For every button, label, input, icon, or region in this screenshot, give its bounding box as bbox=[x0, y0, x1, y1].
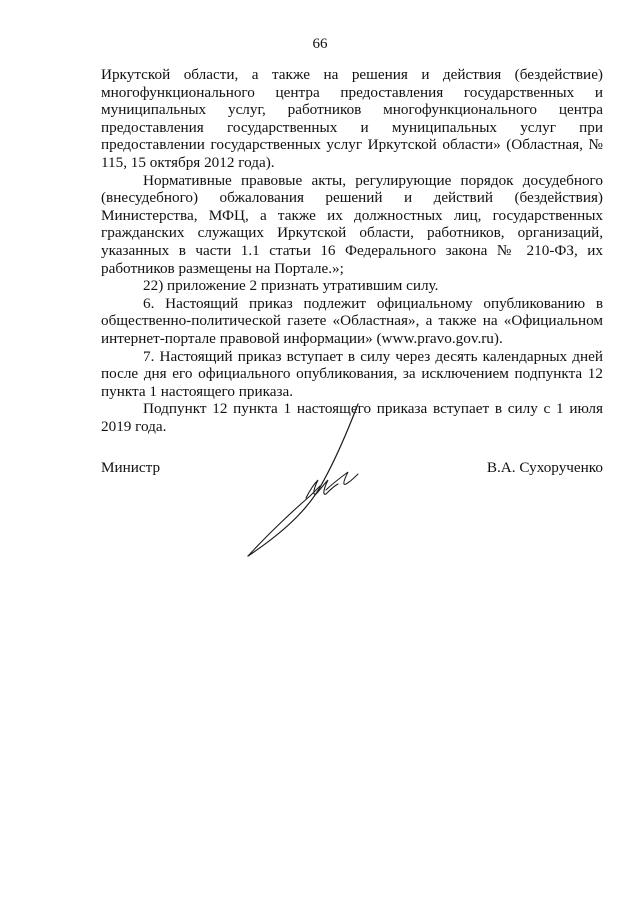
paragraph-subpoint-effective-date: Подпункт 12 пункта 1 настоящего приказа вступает в силу с 1 июля 2019 года. bbox=[101, 400, 603, 435]
paragraph-continuation: Иркутской области, а также на решения и действия (бездействие) многофункционального центра предоставления государственных и муниципальных услуг, работников многофункционального центра предоставления государственных и муниципальных услуг при предоставлении государственных услуг Иркутской области» (Областная, № 115, 15 октября 2012 года). bbox=[101, 66, 603, 171]
paragraph-normative-acts: Нормативные правовые акты, регулирующие порядок досудебного (внесудебного) обжалования решений и действий (бездействия) Министерства, МФЦ, а также их должностных лиц, государственных гражданских служащих Иркутской области, работников, организаций, указанных в части 1.1 статьи 16 Федерального закона № 210-ФЗ, их работников размещены на Портале.»; bbox=[101, 171, 603, 277]
paragraph-item-22: 22) приложение 2 признать утратившим силу. bbox=[143, 277, 439, 295]
page-number: 66 bbox=[312, 36, 328, 52]
signatory-position: Министр bbox=[101, 459, 161, 476]
document-body bbox=[101, 66, 603, 435]
handwritten-signature bbox=[240, 400, 370, 560]
signatory-name: В.А. Сухорученко bbox=[486, 459, 603, 476]
paragraph-item-7: 7. Настоящий приказ вступает в силу через десять календарных дней после дня его официального опубликования, за исключением подпункта 12 пункта 1 настоящего приказа. bbox=[101, 347, 603, 400]
paragraph-item-6: 6. Настоящий приказ подлежит официальному опубликованию в общественно-политической газете «Областная», а также на «Официальном интернет-портале правовой информации» (www.pravo.gov.ru). bbox=[101, 294, 603, 347]
